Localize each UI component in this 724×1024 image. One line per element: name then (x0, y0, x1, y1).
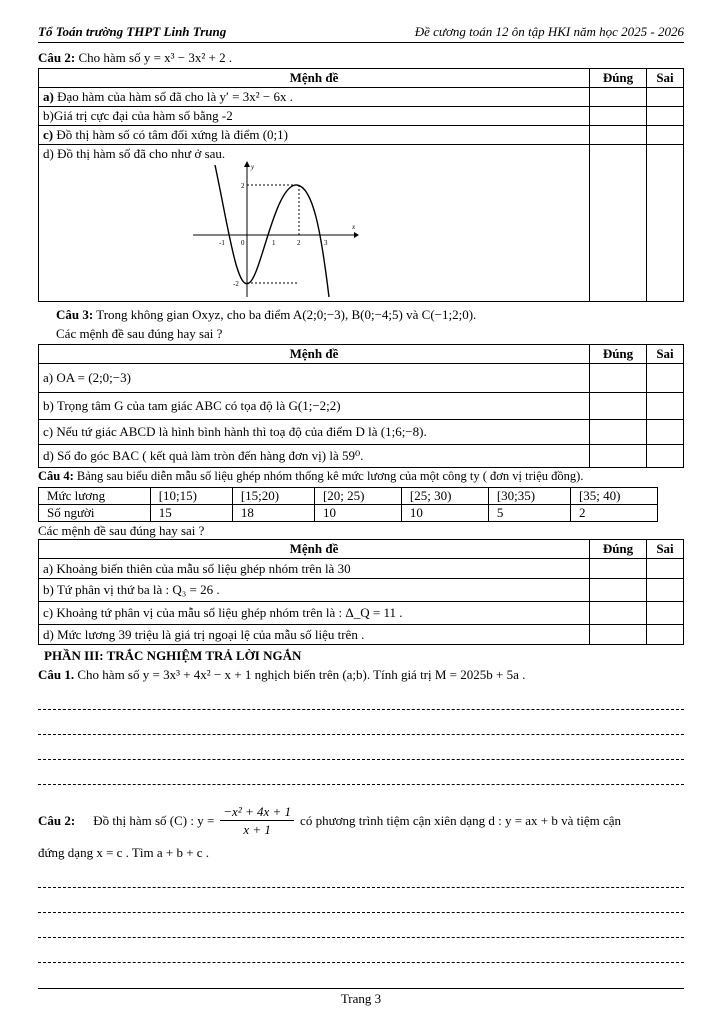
row-text: Đạo hàm của hàm số đã cho là y′ = 3x² − 6x . (57, 89, 293, 104)
p3-q1-label: Câu 1. (38, 667, 75, 682)
q2-table (38, 68, 684, 302)
p3-q2-label: Câu 2: (38, 813, 76, 828)
false-cell[interactable] (647, 126, 684, 145)
p3-q1-stem (38, 666, 684, 683)
true-cell[interactable] (590, 420, 647, 445)
p3-q2-pre: Đồ thị hàm số (C) : y = (93, 813, 215, 828)
false-cell[interactable] (647, 420, 684, 445)
q3-head-statement: Mệnh đề (39, 345, 590, 364)
row-label: Số người (39, 505, 151, 522)
q3-table (38, 344, 684, 468)
group-cell: [25; 30) (401, 488, 488, 505)
row-text: b) Trọng tâm G của tam giác ABC có tọa độ là G(1;−2;2) (39, 393, 590, 420)
q4-head-statement: Mệnh đề (39, 540, 590, 559)
row-prefix: d) (43, 146, 54, 161)
row-label: Mức lương (39, 488, 151, 505)
q2-head-statement: Mệnh đề (39, 69, 590, 88)
group-cell: [30;35) (488, 488, 570, 505)
q4-head-false: Sai (647, 540, 684, 559)
y-axis-arrow (244, 161, 250, 167)
q3-sub: Các mệnh đề sau đúng hay sai ? (56, 326, 223, 341)
count-cell: 10 (401, 505, 488, 522)
row-text: a) Khoảng biến thiên của mẫu số liệu ghép nhóm trên là 30 (39, 559, 590, 579)
true-cell[interactable] (590, 145, 647, 302)
origin-label: 0 (241, 239, 245, 247)
true-cell[interactable] (590, 393, 647, 420)
q2-text: Cho hàm số y = x³ − 3x² + 2 . (78, 50, 233, 65)
q2-label: Câu 2: (38, 50, 76, 65)
true-cell[interactable] (590, 559, 647, 579)
row-prefix: c) (43, 127, 54, 142)
answer-line[interactable] (38, 710, 684, 735)
q4-head-true: Đúng (590, 540, 647, 559)
document-page (38, 24, 684, 963)
answer-lines-q1[interactable] (38, 685, 684, 785)
answer-line[interactable] (38, 685, 684, 710)
q3-stem (38, 306, 684, 323)
count-cell: 18 (232, 505, 314, 522)
q2-head-false: Sai (647, 69, 684, 88)
row-text: b) Tứ phân vị thứ ba là : Q₃ = 26 . (39, 579, 590, 602)
y-tick: -2 (233, 280, 239, 288)
y-label: y (251, 163, 255, 171)
answer-line[interactable] (38, 735, 684, 760)
table-row (39, 145, 684, 302)
p3-q2-post: có phương trình tiệm cận xiên dạng d : y = ax + b và tiệm cận (300, 813, 622, 828)
row-prefix: b) (43, 108, 54, 123)
false-cell[interactable] (647, 602, 684, 625)
row-prefix: a) (43, 89, 54, 104)
row-text: c) Nếu tứ giác ABCD là hình bình hành thì toạ độ của điểm D là (1;6;−8). (39, 420, 590, 445)
row-text: Đồ thị hàm số đã cho như ở sau. (57, 146, 226, 161)
group-cell: [20; 25) (314, 488, 401, 505)
table-row (39, 420, 684, 445)
row-text: Giá trị cực đại của hàm số bằng -2 (53, 108, 233, 123)
table-row (39, 445, 684, 468)
x-tick: 2 (297, 239, 301, 247)
x-tick: 1 (272, 239, 276, 247)
row-text: c) Khoảng tứ phân vị của mẫu số liệu ghép nhóm trên là : Δ_Q = 11 . (39, 602, 590, 625)
true-cell[interactable] (590, 107, 647, 126)
q3-head-false: Sai (647, 345, 684, 364)
answer-lines-q2[interactable] (38, 863, 684, 963)
fraction (220, 803, 294, 838)
answer-line[interactable] (38, 938, 684, 963)
table-row (39, 107, 684, 126)
x-label: x (352, 223, 356, 231)
true-cell[interactable] (590, 602, 647, 625)
table-row (39, 559, 684, 579)
p3-q2-stem (38, 803, 684, 838)
table-row (39, 488, 658, 505)
row-text: d) Mức lương 39 triệu là giá trị ngoại lệ của mẫu số liệu trên . (39, 625, 590, 645)
table-row (39, 393, 684, 420)
group-cell: [10;15) (150, 488, 232, 505)
cubic-graph (189, 161, 359, 301)
q2-stem (38, 49, 684, 66)
q4-sub: Các mệnh đề sau đúng hay sai ? (38, 523, 205, 538)
header-right: Đề cương toán 12 ôn tập HKI năm học 2025 - 2026 (414, 24, 684, 39)
q3-head-true: Đúng (590, 345, 647, 364)
group-cell: [15;20) (232, 488, 314, 505)
true-cell[interactable] (590, 579, 647, 602)
false-cell[interactable] (647, 559, 684, 579)
true-cell[interactable] (590, 445, 647, 468)
fraction-denominator: x + 1 (243, 822, 271, 837)
row-text: a) OA = (2;0;−3) (39, 364, 590, 393)
part3-title: PHẦN III: TRẮC NGHIỆM TRẢ LỜI NGẮN (44, 648, 302, 663)
p3-q1-text: Cho hàm số y = 3x³ + 4x² − x + 1 nghịch biến trên (a;b). Tính giá trị M = 2025b + 5a . (77, 667, 526, 682)
count-cell: 2 (570, 505, 657, 522)
true-cell[interactable] (590, 126, 647, 145)
q4-stem (38, 468, 684, 485)
answer-line[interactable] (38, 863, 684, 888)
false-cell[interactable] (647, 393, 684, 420)
y-tick: 2 (241, 182, 245, 190)
header-left: Tổ Toán trường THPT Linh Trung (38, 24, 227, 39)
count-cell: 5 (488, 505, 570, 522)
table-row (39, 602, 684, 625)
false-cell[interactable] (647, 625, 684, 645)
answer-line[interactable] (38, 888, 684, 913)
false-cell[interactable] (647, 445, 684, 468)
table-row (39, 364, 684, 393)
table-row (39, 505, 658, 522)
q4-text: Bảng sau biểu diễn mẫu số liệu ghép nhóm thống kê mức lương của một công ty ( đơn vị triệu đồng). (76, 469, 584, 483)
q4-table (38, 539, 684, 645)
row-text: d) Số đo góc BAC ( kết quả làm tròn đến hàng đơn vị) là 59⁰. (39, 445, 590, 468)
q3-label: Câu 3: (56, 307, 94, 322)
row-text: Đồ thị hàm số có tâm đối xứng là điểm (0;1) (56, 127, 288, 142)
q4-label: Câu 4: (38, 469, 74, 483)
salary-table (38, 487, 658, 522)
table-row (39, 126, 684, 145)
table-row (39, 625, 684, 645)
table-row (39, 88, 684, 107)
true-cell[interactable] (590, 625, 647, 645)
answer-line[interactable] (38, 760, 684, 785)
page-header (38, 24, 684, 43)
fraction-numerator: −x² + 4x + 1 (220, 803, 294, 821)
group-cell: [35; 40) (570, 488, 657, 505)
answer-line[interactable] (38, 913, 684, 938)
count-cell: 10 (314, 505, 401, 522)
q2-head-true: Đúng (590, 69, 647, 88)
page-footer: Trang 3 (38, 988, 684, 1007)
x-axis-arrow (354, 232, 359, 238)
x-tick: -1 (219, 239, 225, 247)
table-row (39, 579, 684, 602)
false-cell[interactable] (647, 145, 684, 302)
true-cell[interactable] (590, 88, 647, 107)
false-cell[interactable] (647, 364, 684, 393)
true-cell[interactable] (590, 364, 647, 393)
false-cell[interactable] (647, 88, 684, 107)
count-cell: 15 (150, 505, 232, 522)
false-cell[interactable] (647, 579, 684, 602)
q3-text: Trong không gian Oxyz, cho ba điểm A(2;0;−3), B(0;−4;5) và C(−1;2;0). (96, 307, 477, 322)
p3-q2-line2: đứng dạng x = c . Tìm a + b + c . (38, 845, 210, 860)
false-cell[interactable] (647, 107, 684, 126)
x-tick: 3 (324, 239, 328, 247)
